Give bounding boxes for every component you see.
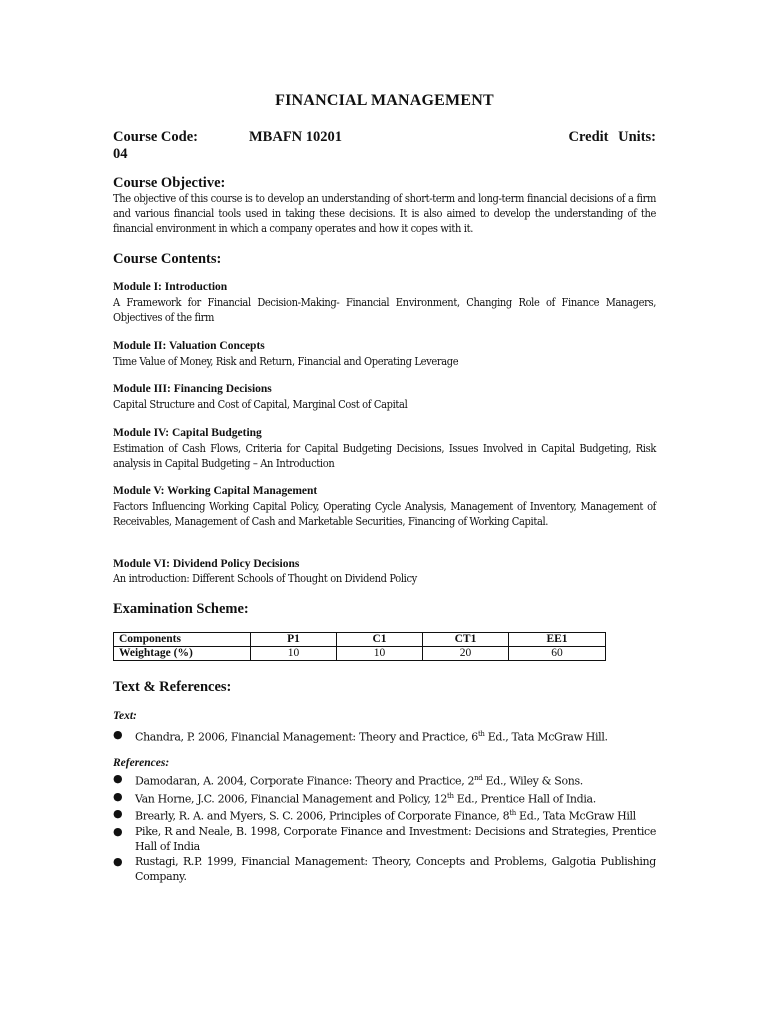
credit-units-value: 04 <box>113 146 128 162</box>
list-item-sup: th <box>509 809 516 818</box>
examination-scheme-heading: Examination Scheme: <box>113 601 249 617</box>
list-item-text-end: Ed., Prentice Hall of India. <box>453 792 596 806</box>
table-cell: 20 <box>423 647 509 661</box>
table-header-row <box>114 633 606 647</box>
list-item-sup: nd <box>474 774 483 782</box>
course-code-label: Course Code: <box>113 129 198 145</box>
course-objective-text: The objective of this course is to develop an understanding of short-term and long-term financial decisions of a firm and various financial tools used in taking these decisions. It is also aimed to develop the understanding of the financial environment in which a company operates and how it copes with it. <box>113 192 656 235</box>
list-item-sup: th <box>477 730 485 738</box>
bullet-icon: ● <box>113 854 123 868</box>
list-item-text: Brearly, R. A. and Myers, S. C. 2006, Principles of Corporate Finance, 8 <box>135 809 510 823</box>
table-header-cell: CT1 <box>423 633 509 647</box>
list-item <box>113 771 656 789</box>
module-1-text: A Framework for Financial Decision-Making- Financial Environment, Changing Role of Finance Managers, Objectives of the firm <box>113 296 656 324</box>
module-6-text: An introduction: Different Schools of Thought on Dividend Policy <box>113 572 417 585</box>
document-title: FINANCIAL MANAGEMENT <box>275 92 494 109</box>
bullet-icon: ● <box>113 807 123 821</box>
bullet-icon: ● <box>113 728 123 741</box>
module-1-title: Module I: Introduction <box>113 281 228 293</box>
list-item <box>113 824 656 854</box>
list-item-text-end: Ed., Wiley & Sons. <box>482 774 583 788</box>
table-header-cell: Components <box>114 633 251 647</box>
text-references-heading: Text & References: <box>113 679 232 695</box>
examination-table <box>113 632 606 661</box>
module-3-title: Module III: Financing Decisions <box>113 383 272 395</box>
course-code-row <box>113 129 656 163</box>
course-code-value: MBAFN 10201 <box>249 129 343 145</box>
table-row-label: Weightage (%) <box>114 647 251 661</box>
list-item-text-end: Ed., Tata McGraw Hill. <box>484 730 608 744</box>
module-2-title: Module II: Valuation Concepts <box>113 340 265 352</box>
text-list <box>113 727 656 745</box>
list-item <box>113 727 656 745</box>
list-item-text: Pike, R and Neale, B. 1998, Corporate Finance and Investment: Decisions and Strategies, Prentice Hall of India <box>135 824 656 853</box>
text-label: Text: <box>113 710 137 722</box>
list-item <box>113 789 656 807</box>
list-item-text: Chandra, P. 2006, Financial Management: Theory and Practice, 6 <box>135 730 478 744</box>
table-header-cell: C1 <box>337 633 423 647</box>
list-item <box>113 806 656 824</box>
bullet-icon: ● <box>113 789 123 803</box>
module-6-title: Module VI: Dividend Policy Decisions <box>113 558 300 570</box>
list-item <box>113 854 656 884</box>
list-item-sup: th <box>447 791 454 800</box>
table-row <box>114 647 606 661</box>
table-cell: 10 <box>251 647 337 661</box>
list-item-text: Van Horne, J.C. 2006, Financial Management and Policy, 12 <box>135 792 448 806</box>
table-cell: 60 <box>509 647 606 661</box>
list-item-text: Damodaran, A. 2004, Corporate Finance: Theory and Practice, 2 <box>135 774 475 788</box>
credit-units-label: Credit Units: <box>568 129 656 145</box>
module-4-title: Module IV: Capital Budgeting <box>113 427 262 439</box>
module-3-text: Capital Structure and Cost of Capital, Marginal Cost of Capital <box>113 398 408 411</box>
course-objective-heading: Course Objective: <box>113 175 226 191</box>
bullet-icon: ● <box>113 824 123 838</box>
module-5-text: Factors Influencing Working Capital Policy, Operating Cycle Analysis, Management of Inventory, Management of Receivables, Management of Cash and Marketable Securities, Financing of Working Capital. <box>113 500 656 528</box>
list-item-text: Rustagi, R.P. 1999, Financial Management: Theory, Concepts and Problems, Galgotia Publishing Company. <box>135 854 656 883</box>
module-2-text: Time Value of Money, Risk and Return, Financial and Operating Leverage <box>113 355 459 368</box>
module-4-text: Estimation of Cash Flows, Criteria for Capital Budgeting Decisions, Issues Involved in Capital Budgeting, Risk analysis in Capital Budgeting – An Introduction <box>113 442 656 470</box>
list-item-text-end: Ed., Tata McGraw Hill <box>515 809 636 823</box>
references-list <box>113 771 656 884</box>
references-label: References: <box>113 757 170 769</box>
table-cell: 10 <box>337 647 423 661</box>
module-5-title: Module V: Working Capital Management <box>113 485 318 497</box>
bullet-icon: ● <box>113 772 123 785</box>
table-header-cell: P1 <box>251 633 337 647</box>
table-header-cell: EE1 <box>509 633 606 647</box>
course-contents-heading: Course Contents: <box>113 251 222 267</box>
